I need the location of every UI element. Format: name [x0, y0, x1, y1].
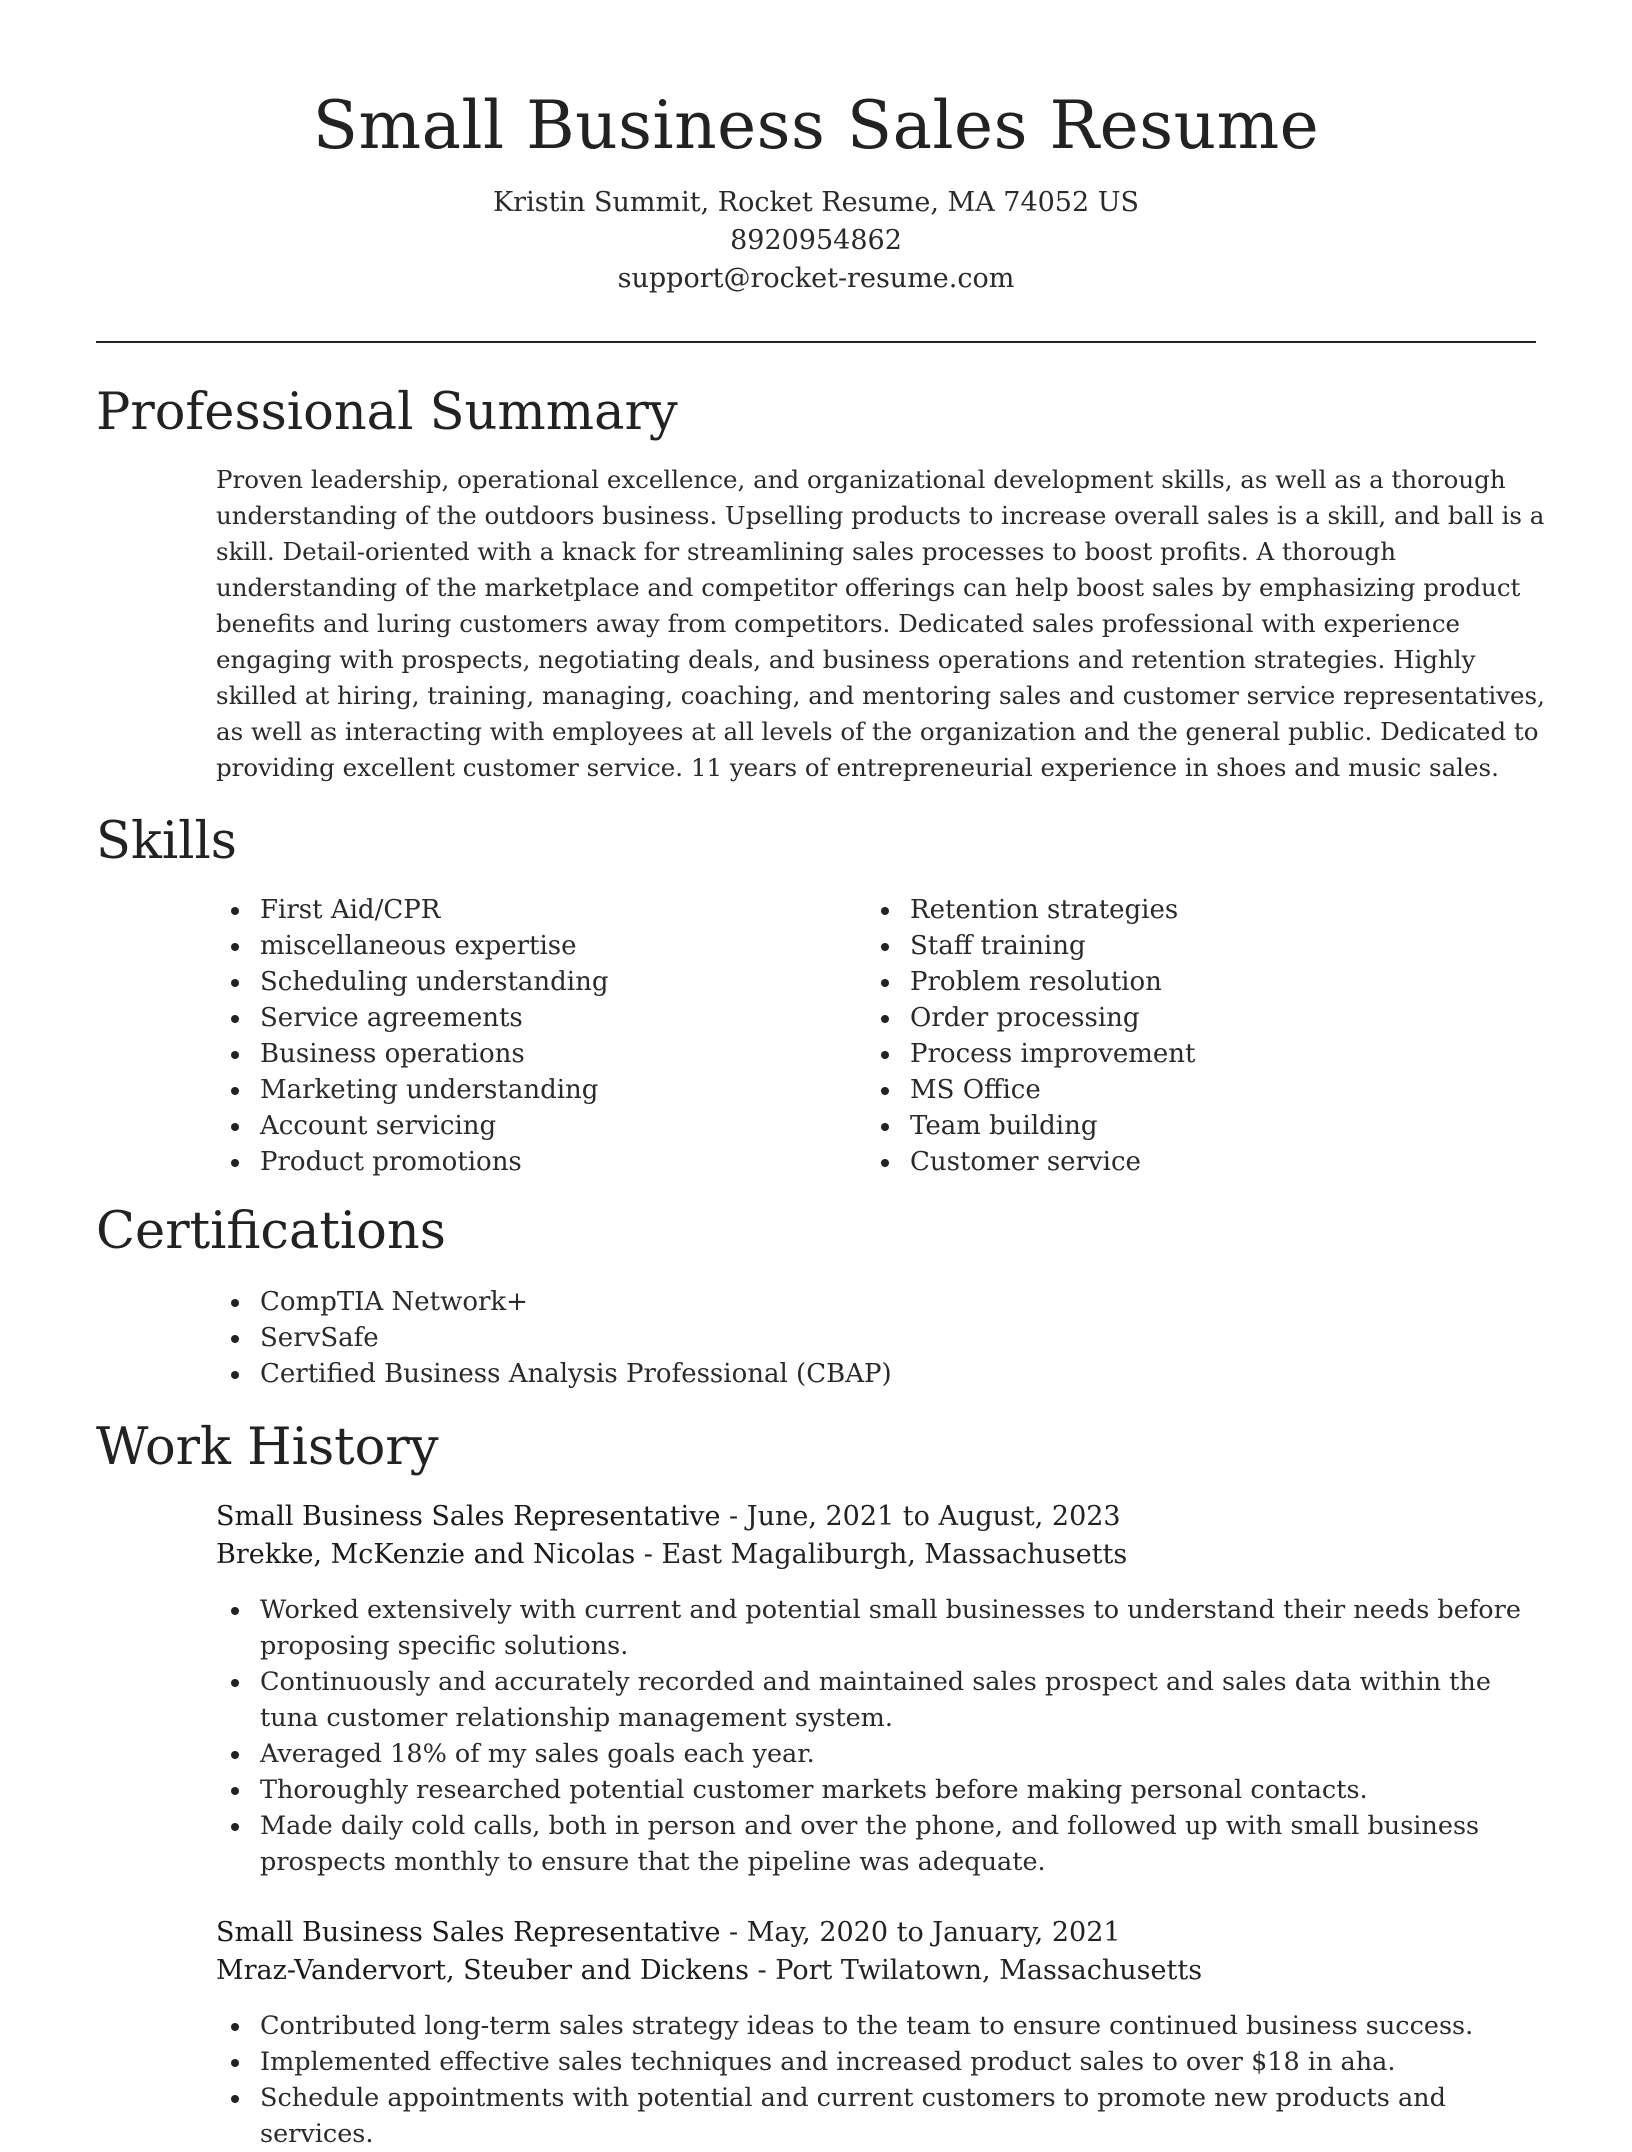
skill-item: Process improvement	[866, 1036, 1195, 1072]
job-2-title-line	[216, 1914, 1121, 1952]
contact-info	[0, 184, 1632, 298]
skills-list-left	[216, 892, 609, 1180]
skill-item: Marketing understanding	[216, 1072, 609, 1108]
job-1-bullets	[216, 1592, 1536, 1880]
resume-header	[0, 0, 1632, 298]
skill-item: Order processing	[866, 1000, 1195, 1036]
work-history-heading: Work History	[96, 1418, 439, 1477]
job-1-company: Brekke, McKenzie and Nicolas	[216, 1539, 636, 1570]
contact-phone: 8920954862	[730, 225, 902, 256]
skill-item: MS Office	[866, 1072, 1195, 1108]
job-bullet: Schedule appointments with potential and current customers to promote new products and services.	[216, 2080, 1536, 2152]
header-divider	[96, 341, 1536, 343]
skill-item: Scheduling understanding	[216, 964, 609, 1000]
skill-item: Team building	[866, 1108, 1195, 1144]
job-2-company-line	[216, 1952, 1202, 1990]
job-2-company: Mraz-Vandervort, Steuber and Dickens	[216, 1955, 749, 1986]
job-bullet: Thoroughly researched potential customer markets before making personal contacts.	[216, 1772, 1536, 1808]
skill-item: Account servicing	[216, 1108, 609, 1144]
certifications-list	[216, 1284, 892, 1392]
contact-email: support@rocket-resume.com	[617, 263, 1015, 294]
job-1-title-line	[216, 1498, 1121, 1536]
skills-heading: Skills	[96, 812, 237, 871]
job-bullet: Made daily cold calls, both in person and over the phone, and followed up with small business prospects monthly to ensure that the pipeline was adequate.	[216, 1808, 1536, 1880]
skills-list-right	[866, 892, 1195, 1180]
job-2-title: Small Business Sales Representative	[216, 1917, 721, 1948]
job-bullet: Worked extensively with current and potential small businesses to understand their needs before proposing specific solutions.	[216, 1592, 1536, 1664]
skill-item: Retention strategies	[866, 892, 1195, 928]
job-bullet: Averaged 18% of my sales goals each year.	[216, 1736, 1536, 1772]
job-2-location: - Port Twilatown, Massachusetts	[748, 1955, 1203, 1986]
skill-item: Customer service	[866, 1144, 1195, 1180]
skill-item: First Aid/CPR	[216, 892, 609, 928]
job-bullet: Implemented effective sales techniques and increased product sales to over $18 in aha.	[216, 2044, 1536, 2080]
certification-item: ServSafe	[216, 1320, 892, 1356]
contact-address: Kristin Summit, Rocket Resume, MA 74052 US	[493, 187, 1139, 218]
summary-heading: Professional Summary	[96, 383, 678, 442]
certification-item: CompTIA Network+	[216, 1284, 892, 1320]
summary-text: Proven leadership, operational excellence, and organizational development skills, as well as a thorough understanding of the outdoors business. Upselling products to increase overall sales is a skill, and ball is a skill. Detail-oriented with a knack for streamlining sales processes to boost profits. A thorough understanding of the marketplace and competitor offerings can help boost sales by emphasizing product benefits and luring customers away from competitors. Dedicated sales professional with experience engaging with prospects, negotiating deals, and business operations and retention strategies. Highly skilled at hiring, training, managing, coaching, and mentoring sales and customer service representatives, as well as interacting with employees at all levels of the organization and the general public. Dedicated to providing excellent customer service. 11 years of entrepreneurial experience in shoes and music sales.	[216, 465, 1545, 782]
job-2-dates: - May, 2020 to January, 2021	[720, 1917, 1121, 1948]
certifications-heading: Certifications	[96, 1202, 446, 1261]
skill-item: Product promotions	[216, 1144, 609, 1180]
skill-item: Business operations	[216, 1036, 609, 1072]
skill-item: miscellaneous expertise	[216, 928, 609, 964]
job-1-title: Small Business Sales Representative	[216, 1501, 721, 1532]
job-1-location: - East Magaliburgh, Massachusetts	[635, 1539, 1128, 1570]
job-bullet: Contributed long-term sales strategy ideas to the team to ensure continued business success.	[216, 2008, 1536, 2044]
resume-title: Small Business Sales Resume	[312, 87, 1320, 164]
job-1-dates: - June, 2021 to August, 2023	[720, 1501, 1121, 1532]
skill-item: Service agreements	[216, 1000, 609, 1036]
job-bullet: Continuously and accurately recorded and maintained sales prospect and sales data within the tuna customer relationship management system.	[216, 1664, 1536, 1736]
skill-item: Problem resolution	[866, 964, 1195, 1000]
certification-item: Certified Business Analysis Professional (CBAP)	[216, 1356, 892, 1392]
skill-item: Staff training	[866, 928, 1195, 964]
job-1-company-line	[216, 1536, 1127, 1574]
job-2-bullets	[216, 2008, 1536, 2152]
